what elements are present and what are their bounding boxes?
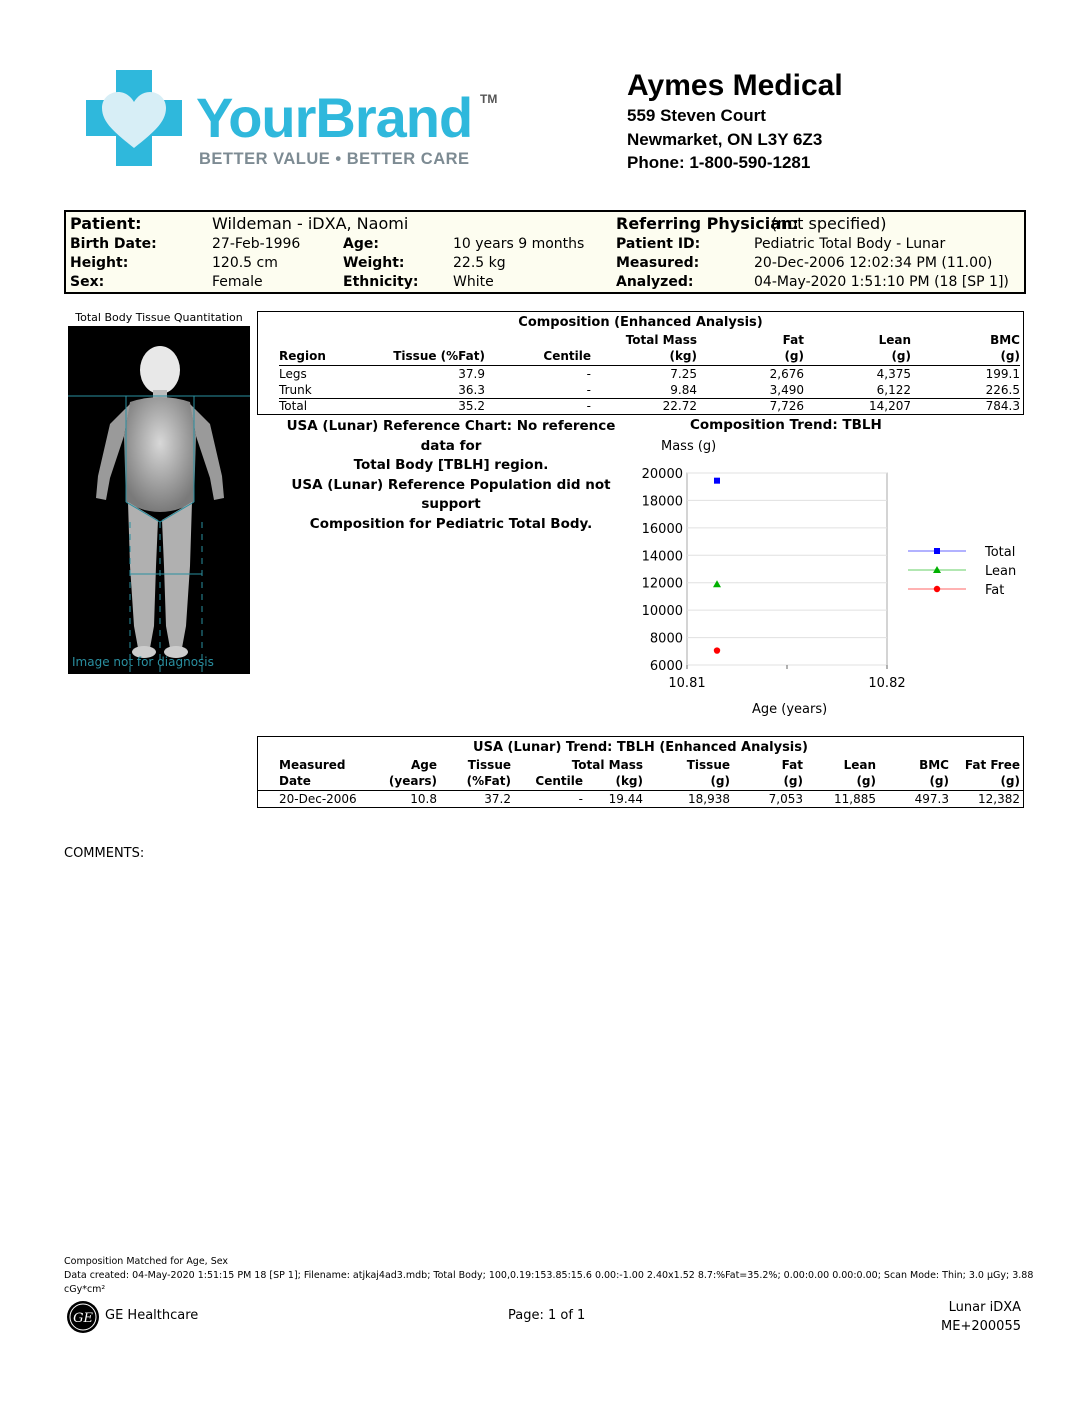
patient-id-value: Pediatric Total Body - Lunar [754,236,946,252]
height-label: Height: [70,255,129,271]
page-number: Page: 1 of 1 [508,1308,586,1323]
chart-x-label: Age (years) [752,702,828,717]
patient-info-box [64,210,1026,294]
table-cell: 10.8 [410,792,437,806]
reference-notes [272,417,630,534]
table-row-region: Total [279,399,308,413]
col-header: (g) [891,349,911,363]
col-header-top: BMC [919,758,949,772]
chart-y-label: Mass (g) [661,439,717,454]
table-cell: 14,207 [869,399,911,413]
device-id: ME+200055 [941,1319,1021,1334]
col-header: (%Fat) [466,774,511,788]
table-row-region: Legs [279,367,307,381]
sex-label: Sex: [70,274,105,290]
reference-line: Composition for Pediatric Total Body. [309,515,593,532]
table-cell: 3,490 [769,383,804,397]
device-name: Lunar iDXA [948,1300,1021,1315]
legend-label: Total [985,545,1016,560]
body-scan-image [68,326,250,674]
organization-phone: Phone: 1-800-590-1281 [627,153,811,172]
trend-table [257,736,1024,808]
col-header-top: Tissue [467,758,511,772]
col-header-top: Tissue [686,758,730,772]
weight-label: Weight: [343,255,405,271]
y-tick-label: 10000 [641,604,683,620]
comments-label: COMMENTS: [64,846,145,861]
composition-table [257,311,1024,415]
table-cell: 6,122 [876,383,911,397]
table-cell: 199.1 [985,367,1020,381]
patient-name: Wildeman - iDXA, Naomi [212,214,409,233]
trend-title: USA (Lunar) Trend: TBLH (Enhanced Analysis) [473,740,808,755]
table-cell: 4,375 [876,367,911,381]
footer-matched: Composition Matched for Age, Sex [64,1256,229,1267]
col-header-top: Lean [843,758,876,772]
organization-block [627,68,843,175]
brand-tagline: BETTER VALUE • BETTER CARE [199,150,470,168]
col-header: (g) [783,774,803,788]
measured-value: 20-Dec-2006 12:02:34 PM (11.00) [754,255,993,271]
table-row-region: Trunk [279,383,312,397]
table-cell: 11,885 [834,792,876,806]
y-tick-label: 20000 [641,467,683,482]
col-header: Centile [543,349,591,363]
col-header: (g) [1000,774,1020,788]
col-header-top: Fat [781,758,803,772]
analyzed-value: 04-May-2020 1:51:10 PM (18 [SP 1]) [754,274,1009,290]
brand-logo-icon [84,68,184,168]
weight-value: 22.5 kg [453,255,506,271]
table-row-date: 20-Dec-2006 [279,792,357,806]
legend-label: Fat [985,583,1005,598]
col-header-top: BMC [990,333,1020,347]
col-header-top: Total Mass [625,333,697,347]
table-cell: 2,676 [769,367,804,381]
table-cell: 7,053 [768,792,803,806]
ge-logo-icon [66,1300,100,1334]
y-tick-label: 16000 [641,521,683,537]
table-cell: - [586,367,591,381]
col-header: (g) [710,774,730,788]
table-cell: 37.2 [484,792,511,806]
col-header-top: Total Mass [571,758,643,772]
referring-physician-value: (not specified) [771,214,887,233]
table-cell: 7,726 [769,399,804,413]
ethnicity-label: Ethnicity: [343,274,419,290]
data-point-fat [714,647,720,653]
age-value: 10 years 9 months [453,236,585,252]
footer-data-line: Data created: 04-May-2020 1:51:15 PM 18 [SP 1]; Filename: atjkaj4ad3.mdb; Total Body; 100,0.19:153.85:15.6 0.00:-1.00 2.40x1.52 8.7:%Fat=35.2%; 0.00:0.00 0.00:0.00; Scan Mode: Thin; 3.0 μGy; 3.88 [64,1270,1034,1281]
table-cell: 18,938 [688,792,730,806]
table-cell: 22.72 [662,399,697,413]
table-cell: 36.3 [458,383,485,397]
patient-label: Patient: [70,214,142,233]
scan-disclaimer: Image not for diagnosis [72,655,214,669]
organization-address-1: 559 Steven Court [627,106,766,125]
table-cell: 226.5 [985,383,1020,397]
col-header: Region [279,349,326,363]
col-header: (g) [1000,349,1020,363]
col-header-top: Age [410,758,437,772]
age-label: Age: [343,236,379,252]
ge-logo-text: GE [73,1311,93,1326]
table-cell: 9.84 [670,383,697,397]
table-cell: 7.25 [670,367,697,381]
referring-physician-label: Referring Physician: [616,214,799,233]
height-value: 120.5 cm [212,255,278,271]
reference-line: USA (Lunar) Reference Population did not support [291,476,611,512]
table-cell: 37.9 [458,367,485,381]
col-header: (kg) [615,774,643,788]
birth-date-value: 27-Feb-1996 [212,236,301,252]
col-header: (g) [929,774,949,788]
composition-trend-chart [630,460,1030,696]
col-header: (kg) [669,349,697,363]
y-tick-label: 8000 [649,631,683,647]
body-silhouette-icon [68,326,250,674]
footer-data-line-2: cGy*cm² [64,1284,106,1295]
organization-name: Aymes Medical [627,69,843,102]
y-tick-label: 18000 [641,494,683,510]
brand-trademark: TM [480,92,498,106]
table-cell: 12,382 [978,792,1020,806]
birth-date-label: Birth Date: [70,236,157,252]
col-header-top: Fat Free [964,758,1020,772]
patient-id-label: Patient ID: [616,236,701,252]
ethnicity-value: White [453,274,494,290]
sex-value: Female [212,274,263,290]
brand-name: YourBrand [196,86,473,149]
table-cell: - [586,399,591,413]
col-header: Date [279,774,311,788]
col-header-top: Lean [878,333,911,347]
table-cell: 19.44 [608,792,643,806]
data-point-total [714,478,720,484]
reference-line: Total Body [TBLH] region. [353,457,549,473]
measured-label: Measured: [616,255,700,271]
table-cell: - [578,792,583,806]
table-cell: 35.2 [458,399,485,413]
reference-line: USA (Lunar) Reference Chart: No reference data for [286,418,616,454]
organization-address-2: Newmarket, ON L3Y 6Z3 [627,129,823,149]
x-tick-label: 10.82 [868,676,906,691]
chart-title: Composition Trend: TBLH [690,417,882,433]
col-header: (g) [784,349,804,363]
col-header: Centile [535,774,583,788]
ge-healthcare-label: GE Healthcare [105,1308,199,1323]
y-tick-label: 12000 [641,576,683,592]
legend-marker [934,548,940,554]
col-header: (g) [856,774,876,788]
col-header-top: Fat [782,333,804,347]
x-tick-label: 10.81 [668,676,706,691]
col-header: Tissue (%Fat) [393,349,485,363]
y-tick-label: 14000 [641,549,683,565]
col-header-top: Measured [279,758,346,772]
scan-title: Total Body Tissue Quantitation [75,311,243,324]
col-header: (years) [388,774,437,788]
y-tick-label: 6000 [649,659,683,674]
table-cell: - [586,383,591,397]
composition-title: Composition (Enhanced Analysis) [518,315,763,330]
legend-label: Lean [985,564,1017,579]
analyzed-label: Analyzed: [616,274,694,290]
legend-marker [934,586,940,592]
table-cell: 784.3 [985,399,1020,413]
table-cell: 497.3 [914,792,949,806]
plot-area [687,473,887,665]
